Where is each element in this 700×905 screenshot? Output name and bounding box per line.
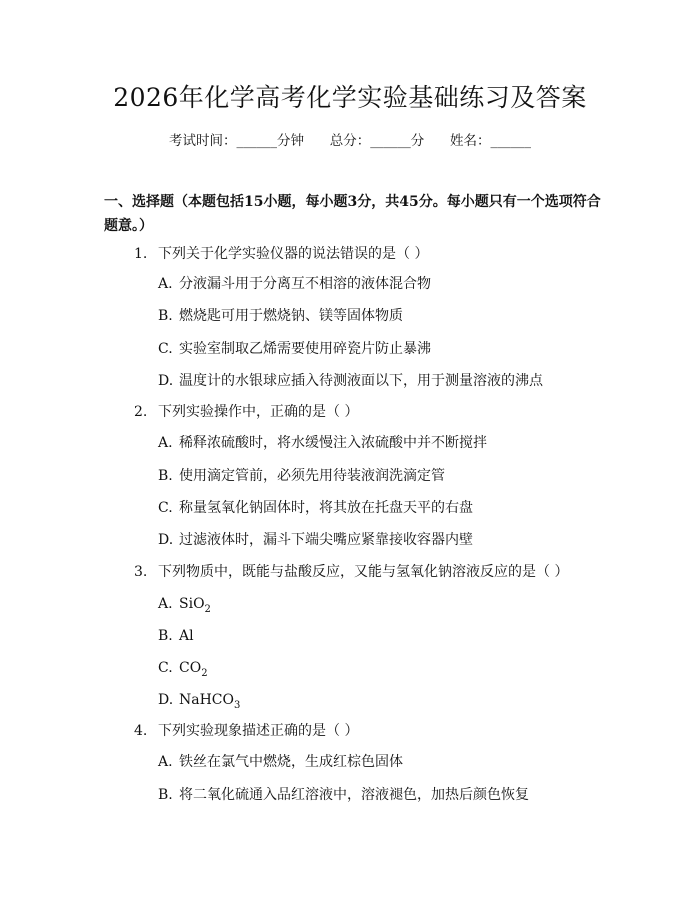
formula-subscript: 2	[201, 667, 208, 679]
question-4	[134, 721, 358, 741]
q1-option-b	[158, 306, 403, 326]
exam-info-line	[0, 131, 700, 151]
option-text: 称量氢氧化钠固体时，将其放在托盘天平的右盘	[179, 500, 473, 516]
option-text: 过滤液体时，漏斗下端尖嘴应紧靠接收容器内壁	[179, 532, 473, 548]
option-text: 实验室制取乙烯需要使用碎瓷片防止暴沸	[179, 341, 431, 357]
page-title: 2026年化学高考化学实验基础练习及答案	[113, 83, 587, 112]
score-unit: 分	[410, 133, 425, 149]
option-letter: B.	[158, 628, 173, 644]
q2-option-c	[158, 498, 473, 518]
name-label: 姓名：	[450, 133, 491, 149]
question-number: 1.	[134, 246, 148, 262]
option-formula: Al	[179, 628, 194, 644]
question-stem: 下列实验操作中，正确的是（ ）	[158, 404, 359, 420]
q1-option-c	[158, 339, 431, 359]
question-1	[134, 244, 428, 264]
q3-option-c	[158, 658, 208, 678]
question-number: 4.	[134, 723, 148, 739]
time-unit: 分钟	[277, 133, 304, 149]
option-text: 分液漏斗用于分离互不相溶的液体混合物	[179, 276, 431, 292]
option-letter: A.	[158, 754, 173, 770]
option-letter: D.	[158, 692, 174, 708]
question-2	[134, 402, 358, 422]
option-letter: C.	[158, 500, 173, 516]
formula-subscript: 3	[234, 699, 241, 711]
q3-option-a	[158, 594, 211, 614]
time-blank: ______	[236, 133, 277, 149]
option-formula: NaHCO	[179, 692, 234, 708]
option-letter: A.	[158, 435, 173, 451]
q3-option-d	[158, 690, 240, 710]
option-letter: B.	[158, 308, 173, 324]
option-text: 将二氧化硫通入品红溶液中，溶液褪色，加热后颜色恢复	[179, 787, 529, 803]
option-letter: B.	[158, 787, 173, 803]
section-heading: 一、选择题（本题包括15小题，每小题3分，共45分。每小题只有一个选项符合题意。）	[104, 194, 601, 234]
option-letter: B.	[158, 468, 173, 484]
question-stem: 下列物质中，既能与盐酸反应，又能与氢氧化钠溶液反应的是（ ）	[158, 564, 569, 580]
q3-option-b	[158, 626, 194, 646]
option-text: 稀释浓硫酸时，将水缓慢注入浓硫酸中并不断搅拌	[179, 435, 487, 451]
q2-option-d	[158, 530, 473, 550]
option-text: 铁丝在氯气中燃烧，生成红棕色固体	[179, 754, 403, 770]
option-letter: C.	[158, 660, 173, 676]
option-letter: D.	[158, 532, 174, 548]
score-blank: ______	[370, 133, 411, 149]
option-letter: C.	[158, 341, 173, 357]
q1-option-a	[158, 274, 431, 294]
formula-subscript: 2	[204, 603, 211, 615]
question-stem: 下列实验现象描述正确的是（ ）	[158, 723, 359, 739]
option-letter: A.	[158, 276, 173, 292]
option-text: 使用滴定管前，必须先用待装液润洗滴定管	[179, 468, 445, 484]
option-formula: CO	[179, 660, 202, 676]
option-formula: SiO	[179, 596, 205, 612]
q1-option-d	[158, 371, 543, 391]
q4-option-b	[158, 785, 529, 805]
q2-option-b	[158, 466, 445, 486]
question-3	[134, 562, 568, 582]
option-letter: A.	[158, 596, 173, 612]
q4-option-a	[158, 752, 403, 772]
question-stem: 下列关于化学实验仪器的说法错误的是（ ）	[158, 246, 429, 262]
question-number: 3.	[134, 564, 148, 580]
score-label: 总分：	[329, 133, 371, 149]
option-text: 燃烧匙可用于燃烧钠、镁等固体物质	[179, 308, 403, 324]
time-label: 考试时间：	[169, 133, 237, 149]
option-text: 温度计的水银球应插入待测液面以下，用于测量溶液的沸点	[179, 373, 543, 389]
name-blank: ______	[490, 133, 531, 149]
question-number: 2.	[134, 404, 148, 420]
option-letter: D.	[158, 373, 174, 389]
q2-option-a	[158, 433, 487, 453]
